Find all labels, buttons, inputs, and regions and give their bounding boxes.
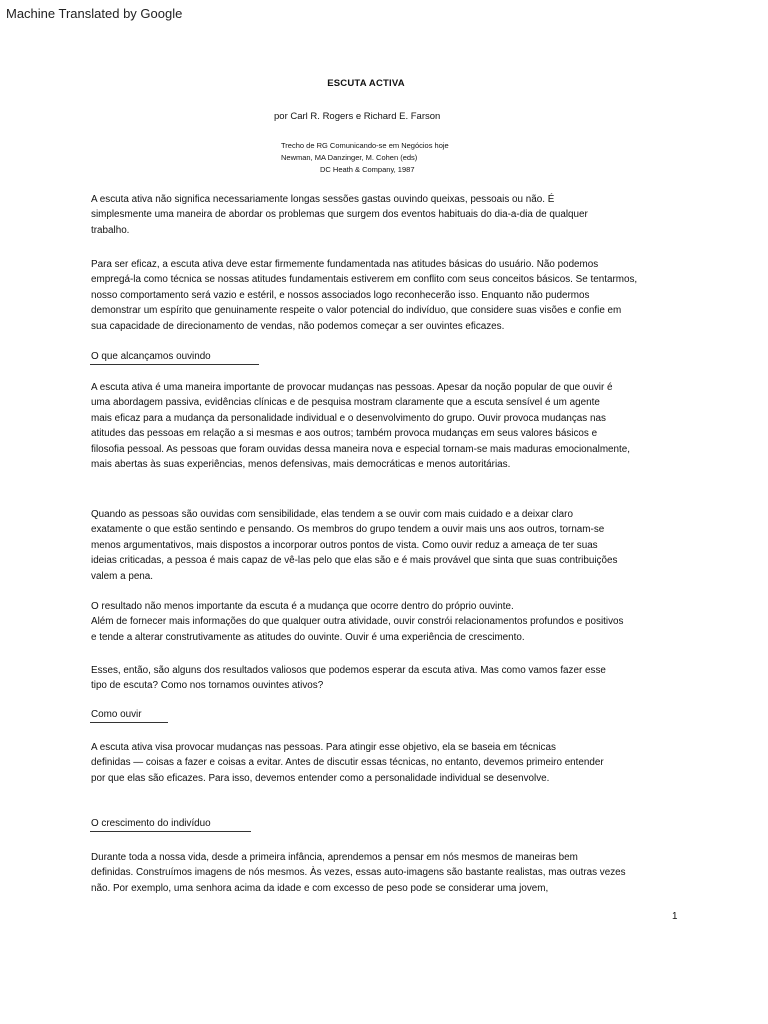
paragraph-line: e tende a alterar construtivamente as atitudes do ouvinte. Ouvir é uma experiência de crescimento. (91, 631, 525, 643)
paragraph-line: Para ser eficaz, a escuta ativa deve estar firmemente fundamentada nas atitudes básicas do usuário. Não podemos (91, 259, 599, 270)
paragraph-line: tipo de escuta? Como nos tornamos ouvintes ativos? (91, 680, 324, 692)
paragraph-line: A escuta ativa é uma maneira importante de provocar mudanças nas pessoas. Apesar da noção popular de que ouvir é (91, 382, 613, 393)
heading-underline (90, 364, 259, 365)
paragraph-1 (91, 192, 691, 238)
excerpt-source-line-1: Trecho de RG Comunicando-se em Negócios hoje (281, 141, 449, 150)
paragraph-line: Durante toda a nossa vida, desde a primeira infância, aprendemos a pensar em nós mesmos de maneiras bem (91, 852, 578, 863)
paragraph-line: filosofia pessoal. As pessoas que foram ouvidas dessa maneira nova e especial tornam-se mais maduras emocionalmente, (91, 443, 631, 455)
paragraph-line: definidas. Construímos imagens de nós mesmos. Às vezes, essas auto-imagens são bastante realistas, mas outras vezes (91, 867, 626, 879)
section-heading-individual-growth: O crescimento do indivíduo (91, 818, 211, 829)
paragraph-line: ideias criticadas, a pessoa é mais capaz de vê-las pelo que elas são e é mais provável que sinta que suas contribuições (91, 555, 618, 567)
paragraph-line: nosso comportamento será vazio e estéril, e nossos associados logo reconhecerão isso. Enquanto não pudermos (91, 289, 590, 301)
document-title: ESCUTA ACTIVA (327, 78, 405, 89)
paragraph-line: atitudes das pessoas em relação a si mesmas e aos outros; também provoca mudanças em seus valores básicos e (91, 428, 598, 440)
section-heading-how-to-listen: Como ouvir (91, 709, 142, 720)
paragraph-line: valem a pena. (91, 570, 154, 582)
paragraph-line: demonstrar um espírito que genuinamente respeite o valor potencial do indivíduo, que considere suas visões e confie em (91, 305, 622, 317)
paragraph-line: O resultado não menos importante da escuta é a mudança que ocorre dentro do próprio ouvinte. (91, 601, 514, 612)
paragraph-8 (91, 850, 691, 896)
paragraph-line: não. Por exemplo, uma senhora acima da idade e com excesso de peso pode se considerar uma jovem, (91, 882, 549, 894)
excerpt-source-line-3: DC Heath & Company, 1987 (320, 165, 415, 174)
paragraph-line: uma abordagem passiva, evidências clínicas e de pesquisa mostram claramente que a escuta sensível é um agente (91, 397, 600, 409)
paragraph-line: exatamente o que estão sentindo e pensando. Os membros do grupo tendem a ouvir mais uns aos outros, tornam-se (91, 524, 605, 536)
paragraph-line: Quando as pessoas são ouvidas com sensibilidade, elas tendem a se ouvir com mais cuidado e a deixar claro (91, 509, 573, 520)
heading-underline (90, 831, 251, 832)
heading-underline (90, 722, 168, 723)
paragraph-3 (91, 380, 691, 472)
paragraph-line: mais abertas às suas experiências, menos defensivas, mais democráticas e menos autoritárias. (91, 459, 511, 471)
paragraph-6 (91, 663, 691, 694)
paragraph-line: A escuta ativa não significa necessariamente longas sessões gastas ouvindo queixas, pessoais ou não. É (91, 194, 555, 205)
paragraph-line: Além de fornecer mais informações do que qualquer outra atividade, ouvir constrói relacionamentos profundos e positivos (91, 616, 624, 628)
paragraph-line: mais eficaz para a mudança da personalidade individual e o desenvolvimento do grupo. Ouvir provoca mudanças nas (91, 412, 606, 424)
paragraph-line: por que elas são eficazes. Para isso, devemos entender como a personalidade individual se desenvolve. (91, 772, 550, 784)
paragraph-5 (91, 599, 691, 645)
paragraph-line: Esses, então, são alguns dos resultados valiosos que podemos esperar da escuta ativa. Mas como vamos fazer esse (91, 665, 606, 676)
paragraph-line: menos argumentativos, mais dispostos a incorporar outros pontos de vista. Como ouvir reduz a ameaça de ter suas (91, 539, 598, 551)
excerpt-source-line-2: Newman, MA Danzinger, M. Cohen (eds) (281, 153, 418, 162)
paragraph-line: A escuta ativa visa provocar mudanças nas pessoas. Para atingir esse objetivo, ela se baseia em técnicas (91, 742, 556, 753)
machine-translation-banner: Machine Translated by Google (6, 6, 183, 21)
document-byline: por Carl R. Rogers e Richard E. Farson (274, 111, 441, 122)
paragraph-line: trabalho. (91, 224, 130, 236)
page-number: 1 (672, 911, 678, 922)
paragraph-line: empregá-la como técnica se nossas atitudes fundamentais estiverem em conflito com seus conceitos básicos. Se tentarmos, (91, 274, 638, 286)
paragraph-line: simplesmente uma maneira de abordar os problemas que surgem dos eventos habituais do dia-a-dia de qualquer (91, 209, 588, 221)
paragraph-7 (91, 740, 691, 786)
section-heading-what-we-achieve: O que alcançamos ouvindo (91, 351, 211, 362)
paragraph-4 (91, 507, 691, 584)
paragraph-line: definidas — coisas a fazer e coisas a evitar. Antes de discutir essas técnicas, no entanto, devemos primeiro entender (91, 757, 604, 769)
paragraph-line: sua capacidade de direcionamento de vendas, não podemos começar a ser ouvintes eficazes. (91, 320, 505, 332)
paragraph-2 (91, 257, 691, 334)
